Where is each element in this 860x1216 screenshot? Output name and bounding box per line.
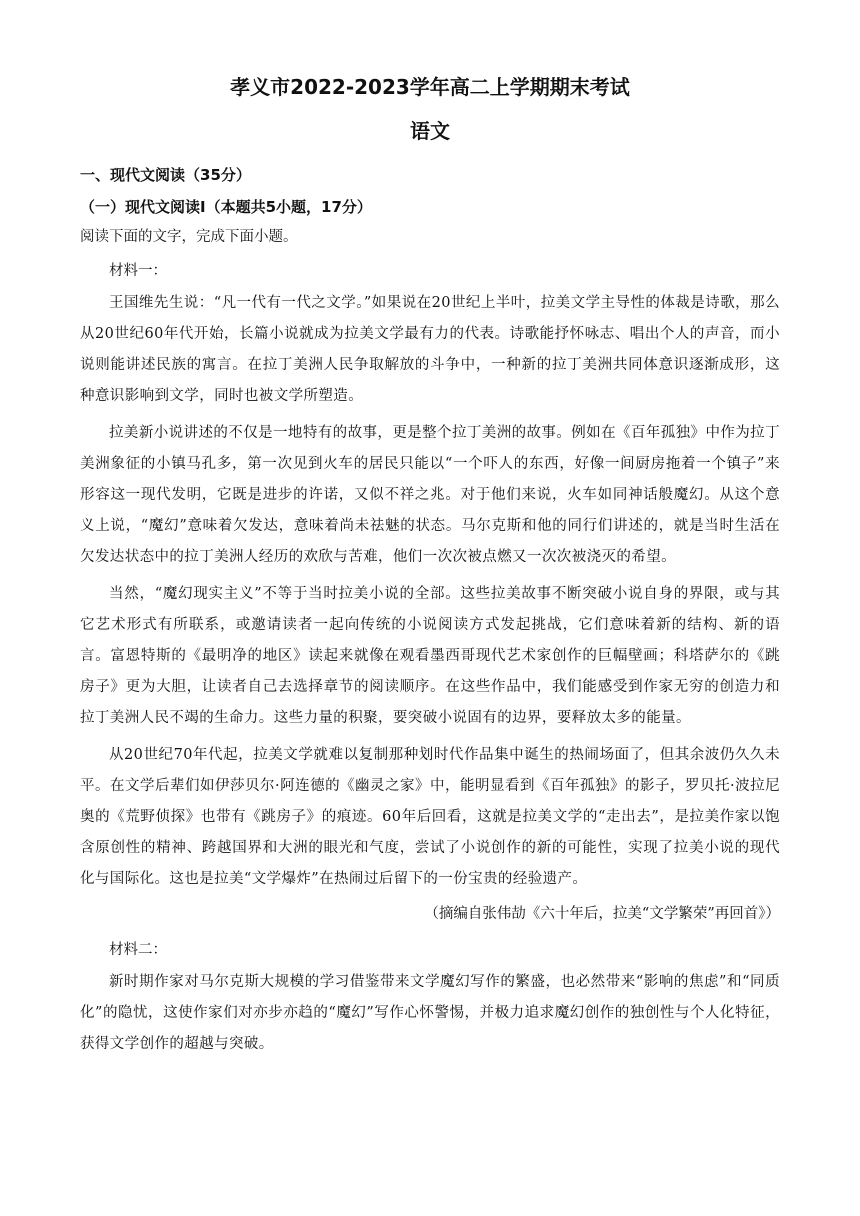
material2-paragraph-1: 新时期作家对马尔克斯大规模的学习借鉴带来文学魔幻写作的繁盛，也必然带来“影响的焦虑”和“同质化”的隐忧，这使作家们对亦步亦趋的“魔幻”写作心怀警惕，并极力追求魔幻创作的独创性与个人化特征，获得文学创作的超越与突破。 — [80, 974, 780, 1052]
material1-paragraph-3: 当然，“魔幻现实主义”不等于当时拉美小说的全部。这些拉美故事不断突破小说自身的界限，或与其它艺术形式有所联系，或邀请读者一起向传统的小说阅读方式发起挑战，它们意味着新的结构、新的语言。富恩特斯的《最明净的地区》读起来就像在观看墨西哥现代艺术家创作的巨幅壁画；科塔萨尔的《跳房子》更为大胆，让读者自己去选择章节的阅读顺序。在这些作品中，我们能感受到作家无穷的创造力和拉丁美洲人民不竭的生命力。这些力量的积聚，要突破小说固有的边界，要释放太多的能量。 — [80, 586, 780, 726]
material1-paragraph-4: 从20世纪70年代起，拉美文学就难以复制那种划时代作品集中诞生的热闹场面了，但其余波仍久久未平。在文学后辈们如伊莎贝尔·阿连德的《幽灵之家》中，能明显看到《百年孤独》的影子，罗贝托·波拉尼奥的《荒野侦探》也带有《跳房子》的痕迹。60年后回看，这就是拉美文学的“走出去”，是拉美作家以饱含原创性的精神、跨越国界和大洲的眼光和气度，尝试了小说创作的新的可能性，实现了拉美小说的现代化与国际化。这也是拉美“文学爆炸”在热闹过后留下的一份宝贵的经验遗产。 — [80, 747, 780, 887]
subsection-heading: （一）现代文阅读Ⅰ（本题共5小题，17分） — [80, 198, 372, 216]
exam-title: 孝义市2022-2023学年高二上学期期末考试 — [230, 75, 630, 99]
material1-citation: （摘编自张伟劼《六十年后，拉美“文学繁荣”再回首》） — [424, 906, 780, 922]
material2-label: 材料二： — [109, 942, 167, 958]
material1-paragraph-1: 王国维先生说：“凡一代有一代之文学。”如果说在20世纪上半叶，拉美文学主导性的体裁是诗歌，那么从20世纪60年代开始，长篇小说就成为拉美文学最有力的代表。诗歌能抒怀咏志、唱出个人的声音，而小说则能讲述民族的寓言。在拉丁美洲人民争取解放的斗争中，一种新的拉丁美洲共同体意识逐渐成形，这种意识影响到文学，同时也被文学所塑造。 — [80, 295, 780, 404]
instruction-text: 阅读下面的文字，完成下面小题。 — [80, 229, 298, 245]
document-page — [80, 70, 780, 1060]
material1-paragraph-2: 拉美新小说讲述的不仅是一地特有的故事，更是整个拉丁美洲的故事。例如在《百年孤独》中作为拉丁美洲象征的小镇马孔多，第一次见到火车的居民只能以“一个吓人的东西，好像一间厨房拖着一个镇子”来形容这一现代发明，它既是进步的许诺，又似不祥之兆。对于他们来说，火车如同神话般魔幻。从这个意义上说，“魔幻”意味着欠发达，意味着尚未祛魅的状态。马尔克斯和他的同行们讲述的，就是当时生活在欠发达状态中的拉丁美洲人经历的欢欣与苦难，他们一次次被点燃又一次次被浇灭的希望。 — [80, 425, 780, 565]
material1-label: 材料一： — [109, 263, 167, 279]
subject-title: 语文 — [410, 119, 450, 143]
section-heading: 一、现代文阅读（35分） — [80, 166, 251, 184]
